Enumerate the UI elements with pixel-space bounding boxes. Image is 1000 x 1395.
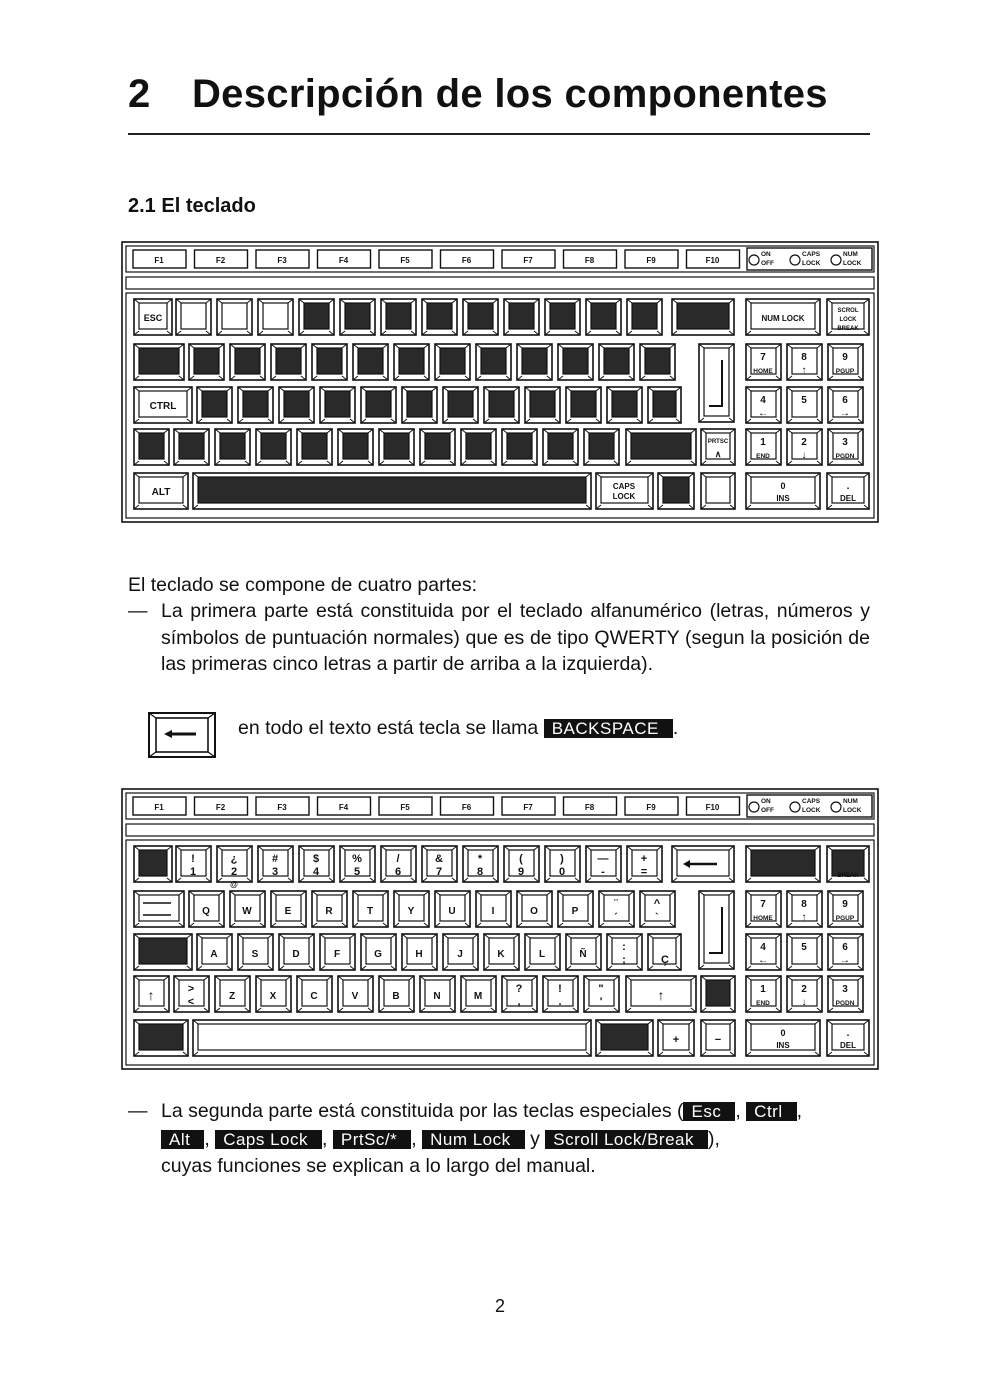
numpad-key-top: 9: [842, 352, 848, 363]
indicator-label-top: CAPS: [802, 798, 821, 805]
letter-key: [215, 429, 250, 465]
symbol-key-top: ?: [515, 983, 523, 995]
del-label: .: [846, 481, 850, 492]
letter-key: [435, 344, 470, 380]
alt-key: [134, 1020, 188, 1056]
prtsc-key: [701, 429, 735, 465]
section-title: 2.1 El teclado: [128, 195, 256, 217]
letter-key: [320, 387, 355, 423]
numpad-key-top: 2: [801, 437, 807, 448]
keyboard-svg-blank: [121, 241, 879, 523]
key-esc-label: Esc: [683, 1102, 735, 1121]
scroll-label: BREAK: [837, 326, 859, 332]
indicator-led: [749, 255, 759, 265]
digit-key-bottom: 1: [189, 866, 197, 878]
tab-key: [134, 344, 184, 380]
comma: ,: [796, 1100, 803, 1122]
symbol-key-bottom: ,: [517, 996, 521, 1008]
numpad-key-top: 7: [760, 352, 766, 363]
numpad-key-bottom: PGUP: [835, 368, 855, 375]
digit-key: [545, 299, 580, 335]
numpad-key-top: 2: [801, 984, 807, 995]
indicator-led: [831, 255, 841, 265]
del-label: .: [846, 1028, 850, 1039]
letter-key-label: P: [571, 906, 579, 917]
fkey-label: F7: [523, 803, 533, 812]
digit-key-top: *: [477, 853, 483, 865]
numpad-key-bottom: PGDN: [835, 453, 855, 460]
caps-label: LOCK: [612, 492, 636, 501]
fkey-label: F9: [646, 256, 656, 265]
fkey-label: F5: [400, 803, 410, 812]
letter-key-label: M: [473, 991, 483, 1002]
letter-key: [394, 344, 429, 380]
symbol-key-top: !: [558, 983, 562, 995]
angle-key: [174, 429, 209, 465]
letter-key-label: D: [292, 949, 300, 960]
letter-key: [420, 429, 455, 465]
top-bezel: [126, 824, 874, 836]
letter-key: [517, 344, 552, 380]
digit-key-bottom: 0: [558, 866, 566, 878]
symbol-key-bottom: ;: [622, 954, 626, 966]
digit-key-bottom: =: [640, 866, 648, 878]
fkey-label: F4: [338, 256, 349, 265]
indicator-label-top: ON: [761, 251, 771, 258]
indicator-label-top: NUM: [843, 251, 858, 258]
heading-rule: [128, 133, 870, 135]
digit-key: [381, 299, 416, 335]
indicator-label-bottom: OFF: [761, 260, 774, 267]
enter-key: [699, 344, 734, 422]
top-bezel: [126, 277, 874, 289]
digit-key-top: $: [312, 853, 320, 865]
letter-key: [443, 387, 478, 423]
backspace-note-after: .: [672, 717, 679, 739]
numpad-key-bottom: END: [756, 1000, 770, 1007]
numpad-key-top: 8: [801, 899, 807, 910]
symbol-key-bottom: Ç: [661, 954, 669, 966]
indicator-label-top: NUM: [843, 798, 858, 805]
letter-key: [584, 429, 619, 465]
letter-key: [238, 387, 273, 423]
space-bar: [193, 1020, 591, 1056]
letter-key-label: L: [538, 949, 546, 960]
numpad-key-bottom: ↓: [801, 450, 807, 461]
letter-key-label: C: [310, 991, 318, 1002]
digit-key-top: %: [352, 853, 362, 865]
letter-key-label: V: [351, 991, 359, 1002]
closing: ),: [708, 1127, 720, 1150]
fkey-label: F8: [584, 803, 595, 812]
symbol-key-bottom: `: [655, 912, 659, 924]
ins-key: [746, 473, 820, 509]
letter-key: [230, 344, 265, 380]
letter-key-label: I: [491, 906, 495, 917]
symbol-key-top: >: [187, 983, 195, 995]
indicator-led: [790, 255, 800, 265]
letter-key: [543, 429, 578, 465]
item2-tail: cuyas funciones se explican a lo largo del manual.: [161, 1155, 596, 1177]
letter-key: [279, 387, 314, 423]
digit-key-top: +: [640, 853, 648, 865]
fkey-label: F9: [646, 803, 656, 812]
letter-key-label: Z: [228, 991, 236, 1002]
numpad-key-top: 4: [760, 942, 766, 953]
numpad-key-bottom: →: [840, 408, 850, 419]
keyboard-svg-labeled: [121, 788, 879, 1070]
letter-key-label: N: [433, 991, 441, 1002]
letter-key-label: K: [497, 949, 505, 960]
fkey-label: F3: [277, 803, 287, 812]
digit-key: [627, 299, 662, 335]
prtsc-label: ∧: [714, 449, 722, 459]
comma: ,: [411, 1127, 417, 1150]
heading-number: 2: [128, 72, 151, 116]
digit-key: [217, 299, 252, 335]
numpad-key-top: 4: [760, 395, 766, 406]
fkey-label: F8: [584, 256, 595, 265]
letter-key-label: R: [325, 906, 333, 917]
numpad-key-bottom: ↑: [801, 912, 807, 923]
comma: ,: [204, 1127, 210, 1150]
keyboard-diagram-labeled: [121, 788, 879, 1070]
indicator-label-bottom: LOCK: [843, 807, 862, 814]
del-label: DEL: [840, 1041, 856, 1050]
letter-key-label: A: [210, 949, 218, 960]
letter-key: [461, 429, 496, 465]
digit-key: [340, 299, 375, 335]
letter-key-label: J: [457, 949, 463, 960]
letter-key-label: T: [366, 906, 374, 917]
digit-key-extra: @: [230, 880, 238, 889]
letter-key: [525, 387, 560, 423]
scroll-label: SCROL: [837, 308, 859, 314]
letter-key-label: Y: [407, 906, 415, 917]
letter-key-label: U: [448, 906, 456, 917]
letter-key: [648, 387, 681, 423]
fkey-label: F3: [277, 256, 287, 265]
scroll-label: LOCK: [839, 317, 857, 323]
conjunction: y: [530, 1127, 540, 1150]
symbol-key-top: ^: [653, 898, 661, 910]
symbol-key-top: ¨: [614, 898, 618, 910]
backspace-note-text: [238, 717, 678, 740]
caps-label: CAPS: [612, 482, 636, 491]
backspace-label: BACKSPACE: [544, 719, 673, 738]
digit-key-top: —: [597, 853, 609, 865]
ins-label: INS: [776, 1041, 790, 1050]
numpad-key-top: 3: [842, 437, 848, 448]
comma: ,: [322, 1127, 328, 1150]
letter-key-label: G: [374, 949, 382, 960]
right-shift-key: [626, 429, 696, 465]
page-heading: [128, 72, 828, 117]
intro-paragraph: El teclado se compone de cuatro partes:: [128, 574, 478, 596]
shift-arrow: ↑: [657, 987, 665, 1003]
numpad-key-top: 6: [842, 395, 848, 406]
numpad-key-top: 5: [801, 395, 807, 406]
page-number: 2: [494, 1296, 505, 1316]
list-dash: —: [128, 600, 148, 622]
alt-label: ALT: [151, 487, 171, 498]
letter-key: [379, 429, 414, 465]
backspace-note: [148, 712, 888, 762]
backspace-note-before: en todo el texto está tecla se llama: [238, 717, 539, 739]
numpad-key-bottom: ←: [758, 955, 768, 966]
digit-key: [299, 299, 334, 335]
letter-key-label: O: [530, 906, 538, 917]
heading-text: Descripción de los componentes: [192, 72, 828, 116]
ins-label: 0: [780, 481, 786, 491]
digit-key-bottom: 9: [517, 866, 525, 878]
indicator-label-bottom: LOCK: [802, 260, 821, 267]
numpad-key-bottom: HOME: [753, 368, 773, 375]
letter-key: [312, 344, 347, 380]
letter-key: [502, 429, 537, 465]
symbol-key-bottom: ': [599, 996, 603, 1008]
scroll-label: BREAK: [837, 873, 859, 879]
key-scrolllock-label: Scroll Lock/Break: [545, 1130, 708, 1149]
digit-key-bottom: 5: [353, 866, 361, 878]
letter-key-label: Q: [202, 906, 210, 917]
space-bar: [193, 473, 591, 509]
key-alt-label: Alt: [161, 1130, 204, 1149]
letter-key: [640, 344, 675, 380]
indicator-led: [831, 802, 841, 812]
numpad-key-top: 5: [801, 942, 807, 953]
fkey-label: F1: [154, 256, 164, 265]
letter-key: [338, 429, 373, 465]
letter-key-label: B: [392, 991, 400, 1002]
letter-key: [361, 387, 396, 423]
digit-key: [176, 299, 211, 335]
digit-key-top: ): [560, 853, 564, 865]
numpad-key-bottom: ↑: [801, 365, 807, 376]
digit-key-top: #: [271, 853, 279, 865]
letter-key-label: F: [333, 949, 341, 960]
letter-key: [189, 344, 224, 380]
numpad-key-bottom: END: [756, 453, 770, 460]
indicator-label-bottom: LOCK: [802, 807, 821, 814]
ins-key: [746, 1020, 820, 1056]
plus-label: +: [672, 1034, 680, 1046]
fkey-label: F2: [215, 803, 226, 812]
key-ctrl-label: Ctrl: [746, 1102, 796, 1121]
letter-key: [558, 344, 593, 380]
numpad-key-bottom: ←: [758, 408, 768, 419]
numpad-key-bottom: →: [840, 955, 850, 966]
minus-label: −: [714, 1034, 722, 1046]
fkey-label: F2: [215, 256, 226, 265]
num-lock-key: [746, 846, 820, 882]
list-item-text: La primera parte está constituida por el teclado alfanumérico (letras, números y símbolos de puntuación normales) que es de tipo QWERTY (segun la posición de las primeras cinco letras a partir de arriba a la izquierda).: [161, 600, 870, 675]
fkey-label: F6: [461, 803, 472, 812]
digit-key: [504, 299, 539, 335]
letter-key-label: H: [415, 949, 423, 960]
indicator-label-bottom: LOCK: [843, 260, 862, 267]
numpad-key-bottom: PGUP: [835, 915, 855, 922]
fkey-label: F5: [400, 256, 410, 265]
letter-key-label: X: [269, 991, 277, 1002]
fkey-label: F7: [523, 256, 533, 265]
backspace-key: [672, 299, 734, 335]
left-shift-key: [134, 429, 169, 465]
plus-key: [658, 473, 694, 509]
comma: ,: [735, 1100, 741, 1122]
backspace-key-icon: [148, 712, 216, 758]
indicator-label-bottom: OFF: [761, 807, 774, 814]
digit-key-bottom: 8: [476, 866, 484, 878]
fkey-label: F4: [338, 803, 349, 812]
numpad-key-bottom: ↓: [801, 997, 807, 1008]
prtsc-label: PRTSC: [707, 439, 729, 445]
symbol-key-bottom: ´: [614, 912, 618, 924]
letter-key: [402, 387, 437, 423]
digit-key-bottom: 6: [394, 866, 402, 878]
letter-key-label: E: [284, 906, 292, 917]
digit-key-bottom: -: [601, 866, 605, 878]
item2-before: La segunda parte está constituida por las teclas especiales (: [161, 1100, 684, 1122]
prtsc-key: [701, 976, 735, 1012]
ctrl-label: CTRL: [149, 401, 177, 412]
list-dash: —: [128, 1100, 148, 1122]
fkey-label: F1: [154, 803, 164, 812]
letter-key: [353, 344, 388, 380]
letter-key: [566, 387, 601, 423]
del-label: DEL: [840, 494, 856, 503]
numpad-key-top: 1: [760, 984, 766, 995]
symbol-key-top: ": [598, 983, 604, 995]
numpad-key-bottom: PGDN: [835, 1000, 855, 1007]
numpad-key-top: 9: [842, 899, 848, 910]
esc-key: [134, 846, 172, 882]
esc-label: ESC: [143, 313, 163, 323]
letter-key: [476, 344, 511, 380]
digit-key-bottom: 7: [435, 866, 443, 878]
digit-key-top: /: [396, 853, 400, 865]
enter-key: [699, 891, 734, 969]
ins-label: INS: [776, 494, 790, 503]
indicator-led: [790, 802, 800, 812]
letter-key-label: W: [242, 906, 252, 917]
digit-key: [422, 299, 457, 335]
shift-arrow: ↑: [147, 987, 155, 1003]
indicator-label-top: CAPS: [802, 251, 821, 258]
indicator-led: [749, 802, 759, 812]
digit-key: [463, 299, 498, 335]
indicator-label-top: ON: [761, 798, 771, 805]
fkey-label: F6: [461, 256, 472, 265]
num-lock-label: NUM LOCK: [761, 314, 805, 323]
digit-key-top: &: [435, 853, 443, 865]
letter-key-label: S: [251, 949, 259, 960]
letter-key: [197, 387, 232, 423]
symbol-key-top: :: [622, 941, 626, 953]
digit-key-bottom: 2: [230, 866, 238, 878]
fkey-label: F10: [705, 803, 720, 812]
numpad-key-bottom: HOME: [753, 915, 773, 922]
minus-key: [701, 473, 735, 509]
key-capslock-label: Caps Lock: [215, 1130, 322, 1149]
letter-key: [297, 429, 332, 465]
keyboard-diagram-blank: [121, 241, 879, 523]
numpad-key-top: 1: [760, 437, 766, 448]
key-prtsc-label: PrtSc/*: [333, 1130, 411, 1149]
key-numlock-label: Num Lock: [422, 1130, 525, 1149]
digit-key: [586, 299, 621, 335]
numpad-key-top: 3: [842, 984, 848, 995]
ctrl-key: [134, 934, 192, 970]
letter-key: [599, 344, 634, 380]
letter-key: [607, 387, 642, 423]
digit-key-top: ¿: [230, 853, 238, 865]
digit-key-top: (: [519, 853, 523, 865]
letter-key: [484, 387, 519, 423]
digit-key: [258, 299, 293, 335]
symbol-key-bottom: <: [187, 996, 195, 1008]
symbol-key-bottom: .: [558, 996, 562, 1008]
digit-key-bottom: 3: [271, 866, 279, 878]
fkey-label: F10: [705, 256, 720, 265]
ins-label: 0: [780, 1028, 786, 1038]
caps-lock-key: [596, 1020, 653, 1056]
digit-key-bottom: 4: [312, 866, 320, 878]
list-item-text: [161, 1098, 870, 1180]
caps-lock-key: [596, 473, 653, 509]
numpad-key-top: 6: [842, 942, 848, 953]
tab-key: [134, 891, 184, 927]
digit-key-top: !: [191, 853, 195, 865]
numpad-key-top: 7: [760, 899, 766, 910]
numpad-key-top: 8: [801, 352, 807, 363]
letter-key: [256, 429, 291, 465]
letter-key: [271, 344, 306, 380]
letter-key-label: Ñ: [579, 949, 587, 960]
